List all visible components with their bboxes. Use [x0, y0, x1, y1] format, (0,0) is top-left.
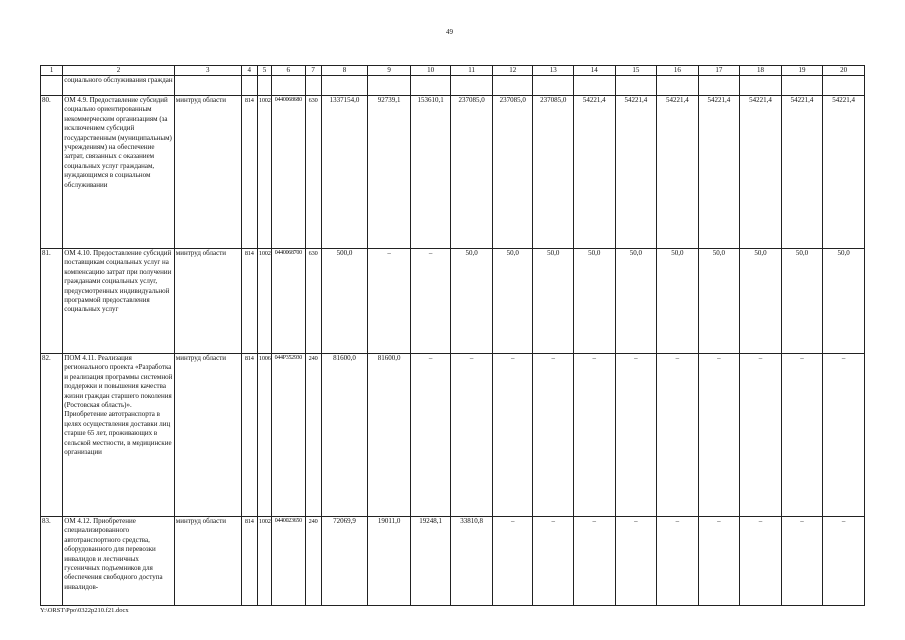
- row-code-rzpr: 1002: [257, 249, 271, 354]
- row-value: 19011,0: [368, 517, 411, 606]
- continuation-text: социального обслуживания граждан: [63, 76, 174, 96]
- row-description: ОМ 4.9. Предоставление субсидий социально ориентированным некоммерческим организациям (за исключением субсидий государственным (муниципальным) учреждениям) на обеспечение затрат, связанных с оказанием социальных услуг гражданам, нуждающимся в социальном обслуживании: [63, 96, 174, 249]
- row-value: 54221,4: [657, 96, 699, 249]
- col-header: 10: [410, 66, 451, 76]
- row-value: –: [533, 354, 574, 517]
- col-header: 6: [272, 66, 305, 76]
- row-value: –: [657, 517, 699, 606]
- col-header: 1: [41, 66, 63, 76]
- row-value: 153610,1: [410, 96, 451, 249]
- row-value: –: [451, 354, 493, 517]
- row-code-vr: 240: [305, 517, 321, 606]
- row-code-vr: 240: [305, 354, 321, 517]
- row-value: 50,0: [823, 249, 865, 354]
- row-value: 81600,0: [321, 354, 368, 517]
- row-value: 54221,4: [781, 96, 823, 249]
- row-code-csr: 0440068680: [272, 96, 305, 249]
- row-code-csr: 0440023650: [272, 517, 305, 606]
- row-number: 80.: [41, 96, 63, 249]
- row-value: 50,0: [492, 249, 533, 354]
- row-value: –: [410, 354, 451, 517]
- row-code-gr: 814: [241, 517, 257, 606]
- row-value: 54221,4: [740, 96, 782, 249]
- table-row: [41, 96, 865, 249]
- row-executor: минтруд области: [174, 517, 241, 606]
- row-value: –: [574, 354, 616, 517]
- row-value: –: [410, 249, 451, 354]
- row-executor: минтруд области: [174, 249, 241, 354]
- row-value: 500,0: [321, 249, 368, 354]
- row-value: 50,0: [698, 249, 740, 354]
- col-header: 2: [63, 66, 174, 76]
- row-value: 92739,1: [368, 96, 411, 249]
- row-description: ПОМ 4.11. Реализация регионального проекта «Разработка и реализация программы системной поддержки и повышения качества жизни граждан старшего поколения (Ростовская область)». Приобретение автотранспорта в целях осуществления доставки лиц старше 65 лет, проживающих в сельской местности, в медицинские организации: [63, 354, 174, 517]
- col-header: 15: [615, 66, 657, 76]
- row-value: –: [781, 354, 823, 517]
- col-header: 7: [305, 66, 321, 76]
- row-value: –: [740, 354, 782, 517]
- row-value: –: [533, 517, 574, 606]
- header-row: [41, 66, 865, 76]
- row-value: 50,0: [615, 249, 657, 354]
- row-value: –: [698, 354, 740, 517]
- row-value: 54221,4: [823, 96, 865, 249]
- row-executor: минтруд области: [174, 354, 241, 517]
- table-row: [41, 517, 865, 606]
- row-value: 54221,4: [574, 96, 616, 249]
- col-header: 8: [321, 66, 368, 76]
- row-value: 54221,4: [698, 96, 740, 249]
- row-value: 50,0: [451, 249, 493, 354]
- col-header: 3: [174, 66, 241, 76]
- row-value: –: [657, 354, 699, 517]
- col-header: 11: [451, 66, 493, 76]
- row-value: 81600,0: [368, 354, 411, 517]
- row-code-rzpr: 1002: [257, 96, 271, 249]
- row-code-gr: 814: [241, 354, 257, 517]
- row-value: –: [574, 517, 616, 606]
- row-code-csr: 044P352930: [272, 354, 305, 517]
- col-header: 9: [368, 66, 411, 76]
- row-number: 81.: [41, 249, 63, 354]
- row-value: –: [823, 517, 865, 606]
- table-row: [41, 354, 865, 517]
- row-value: –: [492, 354, 533, 517]
- row-value: –: [740, 517, 782, 606]
- col-header: 19: [781, 66, 823, 76]
- row-description: ОМ 4.10. Предоставление субсидий поставщикам социальных услуг на компенсацию затрат при получении гражданами социальных услуг, предусмотренных индивидуальной программой предоставления социальных услуг: [63, 249, 174, 354]
- row-value: 50,0: [574, 249, 616, 354]
- budget-table: [40, 65, 865, 606]
- row-value: –: [823, 354, 865, 517]
- row-code-vr: 630: [305, 96, 321, 249]
- table-row: [41, 249, 865, 354]
- row-value: 72069,9: [321, 517, 368, 606]
- row-value: –: [368, 249, 411, 354]
- row-value: –: [698, 517, 740, 606]
- row-value: 237085,0: [492, 96, 533, 249]
- col-header: 4: [241, 66, 257, 76]
- row-code-rzpr: 1002: [257, 517, 271, 606]
- row-code-rzpr: 1006: [257, 354, 271, 517]
- row-code-vr: 630: [305, 249, 321, 354]
- row-value: 50,0: [781, 249, 823, 354]
- col-header: 5: [257, 66, 271, 76]
- col-header: 14: [574, 66, 616, 76]
- row-value: –: [615, 354, 657, 517]
- row-value: 50,0: [533, 249, 574, 354]
- row-executor: минтруд области: [174, 96, 241, 249]
- row-value: –: [615, 517, 657, 606]
- row-value: 1337154,0: [321, 96, 368, 249]
- row-number: 83.: [41, 517, 63, 606]
- row-value: –: [492, 517, 533, 606]
- row-value: 33810,8: [451, 517, 493, 606]
- row-value: 54221,4: [615, 96, 657, 249]
- row-value: 50,0: [657, 249, 699, 354]
- row-code-gr: 814: [241, 96, 257, 249]
- col-header: 12: [492, 66, 533, 76]
- col-header: 13: [533, 66, 574, 76]
- page-number: 49: [446, 28, 453, 36]
- row-code-csr: 0440068700: [272, 249, 305, 354]
- col-header: 17: [698, 66, 740, 76]
- row-number: 82.: [41, 354, 63, 517]
- row-value: 237085,0: [451, 96, 493, 249]
- col-header: 18: [740, 66, 782, 76]
- table-row-continuation: [41, 76, 865, 96]
- col-header: 16: [657, 66, 699, 76]
- col-header: 20: [823, 66, 865, 76]
- row-description: ОМ 4.12. Приобретение специализированного автотранспортного средства, оборудованного для перевозки инвалидов и лестничных гусеничных подъемников для обеспечения свободного доступа инвалидов-: [63, 517, 174, 606]
- row-value: 19248,1: [410, 517, 451, 606]
- row-value: 237085,0: [533, 96, 574, 249]
- row-code-gr: 814: [241, 249, 257, 354]
- file-path-footer: Y:\ORST\Ppo\0322p210.f21.docx: [40, 607, 129, 614]
- row-value: –: [781, 517, 823, 606]
- row-value: 50,0: [740, 249, 782, 354]
